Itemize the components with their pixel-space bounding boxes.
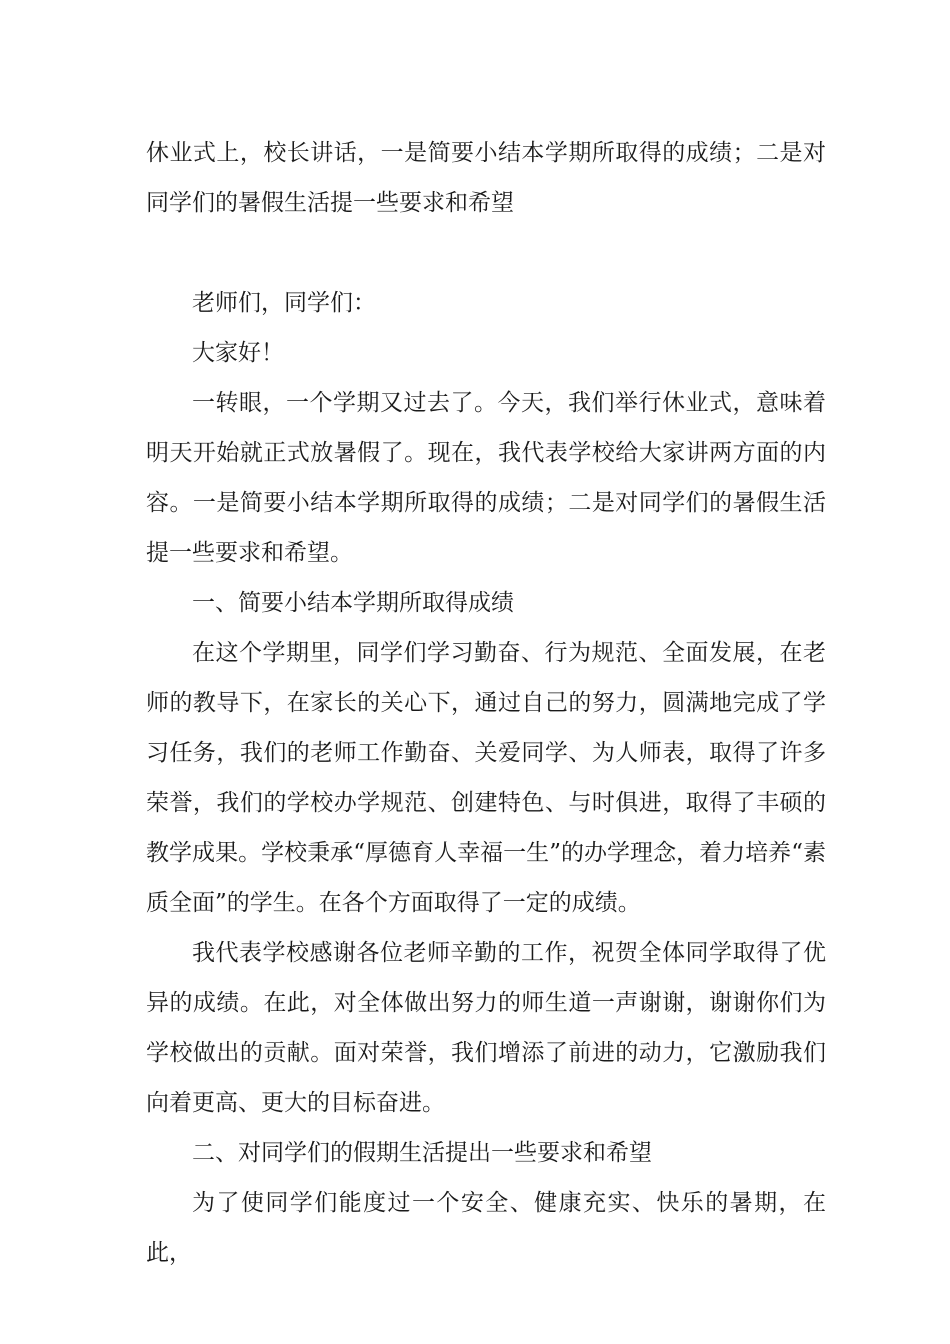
achievements-paragraph: 在这个学期里，同学们学习勤奋、行为规范、全面发展，在老师的教导下，在家长的关心下，通过自己的努力，圆满地完成了学习任务，我们的老师工作勤奋、关爱同学、为人师表，取得了许多荣誉，我们的学校办学规范、创建特色、与时俱进，取得了丰硕的教学成果。学校秉承“厚德育人幸福一生”的办学理念，着力培养“素质全面”的学生。在各个方面取得了一定的成绩。 [146, 640, 826, 916]
speech-body [146, 278, 826, 1278]
thanks-paragraph: 我代表学校感谢各位老师辛勤的工作，祝贺全体同学取得了优异的成绩。在此，对全体做出努力的师生道一声谢谢，谢谢你们为学校做出的贡献。面对荣誉，我们增添了前进的动力，它激励我们向着更高、更大的目标奋进。 [146, 940, 826, 1116]
section-heading-one: 一、简要小结本学期所取得成绩 [192, 590, 514, 616]
greeting: 大家好！ [192, 340, 284, 366]
section-heading-two: 二、对同学们的假期生活提出一些要求和希望 [192, 1140, 652, 1166]
summer-intro-paragraph: 为了使同学们能度过一个安全、健康充实、快乐的暑期，在此， [146, 1190, 826, 1266]
opening-paragraph: 一转眼，一个学期又过去了。今天，我们举行休业式，意味着明天开始就正式放暑假了。现在，我代表学校给大家讲两方面的内容。一是简要小结本学期所取得的成绩；二是对同学们的暑假生活提一些要求和希望。 [146, 390, 826, 566]
salutation: 老师们，同学们： [192, 290, 376, 316]
intro-summary [146, 128, 826, 228]
intro-paragraph: 休业式上，校长讲话，一是简要小结本学期所取得的成绩；二是对同学们的暑假生活提一些要求和希望 [146, 140, 826, 216]
